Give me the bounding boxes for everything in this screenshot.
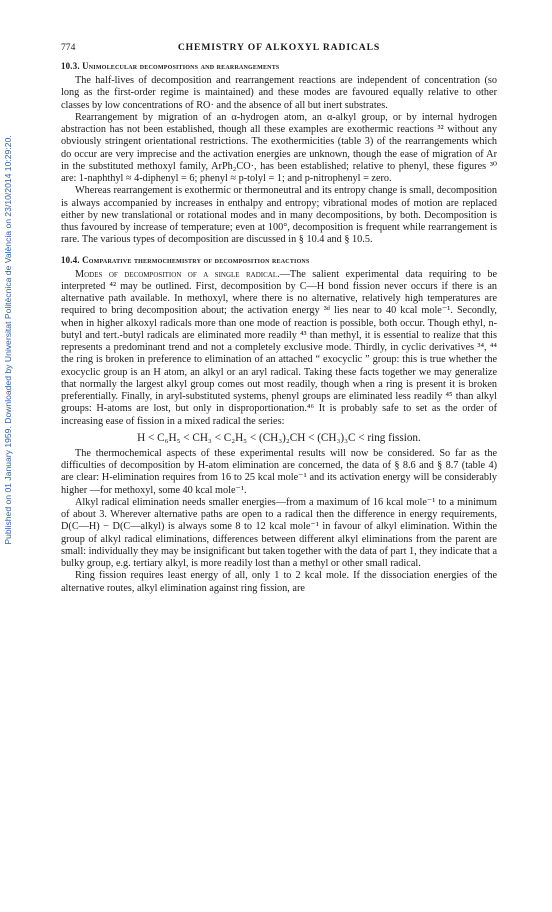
paragraph: The thermochemical aspects of these experimental results will now be considered. So far as the difficulties of decomposition by H-atom elimination are concerned, the data of § 8.6 and § 8.7 (table 4) are clear: H-elimination requires from 16 to 25 kcal mole⁻¹ and its activation energy will be considerably higher —for methoxyl, some 40 kcal mole⁻¹. [61, 447, 497, 496]
section-heading-10-3: 10.3. Unimolecular decompositions and rearrangements [61, 61, 280, 71]
running-header [61, 40, 497, 56]
paragraph [61, 269, 497, 428]
paragraph: Rearrangement by migration of an α-hydrogen atom, an α-alkyl group, or by internal hydrogen abstraction has not been established, though all these examples are exothermic reactions ³² without any obviously stringent orientational restrictions. The exothermicities (table 3) of the rearrangements which do occur are very imprecise and the activation energies are unknown, though the ease of migration of Ar in the substituted methoxyl family, ArPh₂CO·, has been established; relative to phenyl, these figures ³⁰ are: 1-naphthyl ≈ 4-diphenyl = 6; phenyl ≈ p-tolyl = 1; and p-nitrophenyl = zero. [61, 111, 497, 184]
run-in-heading: Modes of decomposition of a single radical. [75, 268, 280, 280]
journal-page [61, 40, 497, 595]
running-title: CHEMISTRY OF ALKOXYL RADICALS [177, 42, 381, 53]
paragraph: Alkyl radical elimination needs smaller energies—from a maximum of 16 kcal mole⁻¹ to a minimum of about 3. Wherever alternative paths are open to a radical then the difference in energy requirements, D(C—H) − D(C—alkyl) is always some 8 to 12 kcal mole⁻¹ in favour of alkyl elimination. Within the group of alkyl radical eliminations, differences between different alkyl eliminations from the parent are small: individually they may be insignificant but taken together with the data of part 1, they indicate that a bulky group, e.g. tertiary alkyl, is more readily lost than a methyl or other small radical. [61, 496, 497, 569]
paragraph: Whereas rearrangement is exothermic or thermoneutral and its entropy change is small, decomposition is always accompanied by increases in enthalpy and entropy; vibrational modes of motion are replaced either by new translational or rotational modes and in many decompositions, by both. Decomposition is thus favoured by increase of temperature; even at 100°, decomposition is frequent while rearrangement is rare. The various types of decomposition are discussed in § 10.4 and § 10.5. [61, 185, 497, 246]
section-heading-10-4: 10.4. Comparative thermochemistry of decomposition reactions [61, 254, 310, 265]
download-watermark-text: Published on 01 January 1959. Downloaded by Universitat Politècnica de València on 23/10/2014 10:29:20. [3, 135, 13, 545]
download-watermark [2, 90, 14, 590]
paragraph: The half-lives of decomposition and rearrangement reactions are independent of concentration (so long as the first-order regime is maintained) and these modes are favoured equally relative to other classes by low concentrations of RO· and the absence of all but inert substrates. [61, 75, 497, 111]
paragraph: Ring fission requires least energy of all, only 1 to 2 kcal mole. If the dissociation energies of the alternative routes, alkyl elimination against ring fission, are [61, 570, 497, 594]
page-number: 774 [61, 42, 76, 53]
paragraph-body: —The salient experimental data requiring to be interpreted ⁴² may be outlined. First, decomposition by C—H bond fission never occurs if there is an alternative path available. In methoxyl, where there is no alternative, relatively high temperatures are required to bring decomposition about; the activation energy ³ᵈ lies near to 40 kcal mole⁻¹. Secondly, when in higher alkoxyl radicals more than one mode of reaction is possible, both occur. Though ethyl, n-butyl and tert.-butyl radicals are eliminated more readily ⁴³ than methyl, it is essential to realize that this represents a predominant trend and not a completely exclusive mode. Thirdly, in cyclic derivatives ³⁴, ⁴⁴ the ring is broken in preference to elimination of an attached “ exocyclic ” group: this is true whether the exocyclic group is an H atom, an alkyl or an aryl radical. Taking these facts together we may generalize that normally the largest alkyl group comes out most readily, though when a ring is present it is broken preferentially. Finally, in aryl-substituted systems, phenyl groups are eliminated less readily ⁴⁵ than alkyl groups: H-atoms are lost, but only in disproportionation.⁴⁶ It is probably safe to set as the order of increasing ease of fission in a mixed radical the series: [61, 268, 498, 427]
reactivity-series: H < C₆H₅ < CH₃ < C₂H₅ < (CH₃)₂CH < (CH₃)₃C < ring fission. [137, 431, 421, 444]
